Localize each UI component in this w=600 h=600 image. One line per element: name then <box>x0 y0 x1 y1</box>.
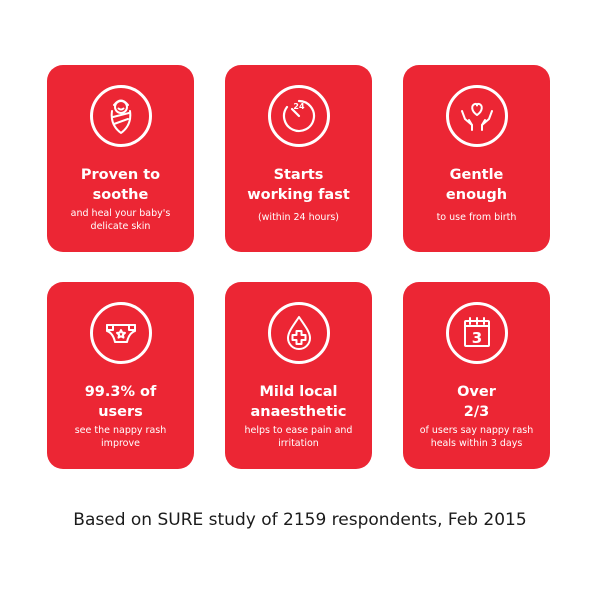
benefit-card-over-two-thirds <box>403 282 550 469</box>
benefit-subtitle: helps to ease pain and irritation <box>244 425 353 449</box>
benefit-title: Starts working fast <box>247 167 350 203</box>
benefit-subtitle: and heal your baby's delicate skin <box>70 208 171 232</box>
benefit-title: Mild local anaesthetic <box>250 384 347 420</box>
benefit-title: Gentle enough <box>445 167 508 203</box>
nappy-icon <box>90 302 152 364</box>
benefit-title: Proven to soothe <box>80 167 161 203</box>
benefit-card-fast <box>225 65 372 252</box>
swaddled-baby-icon <box>90 85 152 147</box>
calendar-label: 3 <box>471 329 483 347</box>
benefits-grid <box>47 65 554 475</box>
benefit-subtitle: (within 24 hours) <box>257 212 340 223</box>
24-hour-timer-icon <box>268 85 330 147</box>
timer-label: 24 <box>293 102 305 111</box>
benefit-subtitle: to use from birth <box>436 212 517 223</box>
study-footnote: Based on SURE study of 2159 respondents, Feb 2015 <box>73 510 527 530</box>
benefit-title: Over 2/3 <box>457 384 496 420</box>
benefit-card-users <box>47 282 194 469</box>
benefit-title: 99.3% of users <box>84 384 157 420</box>
drop-cross-icon <box>268 302 330 364</box>
hands-heart-icon <box>446 85 508 147</box>
benefit-card-anaesthetic <box>225 282 372 469</box>
benefit-card-soothe <box>47 65 194 252</box>
calendar-icon <box>446 302 508 364</box>
benefit-subtitle: of users say nappy rash heals within 3 days <box>419 425 534 449</box>
benefit-card-gentle <box>403 65 550 252</box>
benefit-subtitle: see the nappy rash improve <box>74 425 167 449</box>
